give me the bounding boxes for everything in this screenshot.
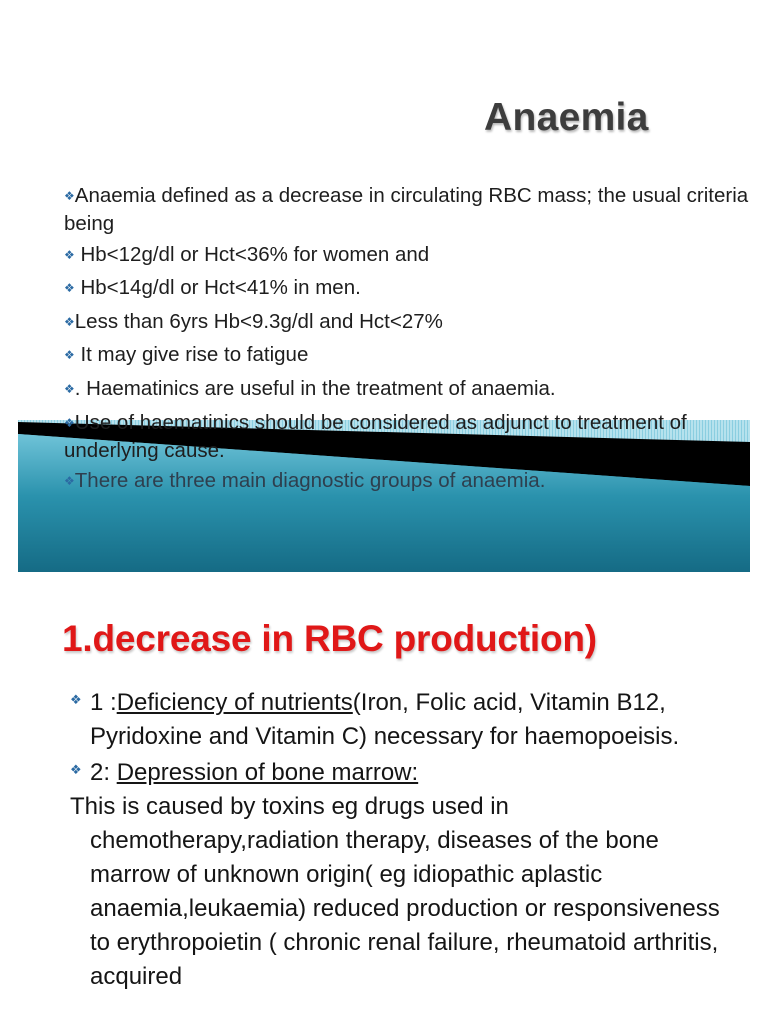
diamond-bullet-icon: ❖ xyxy=(64,281,75,296)
list-item: ❖ 2: Depression of bone marrow: xyxy=(70,756,740,790)
list-item: ❖Use of haematinics should be considered as adjunct to treatment of underlying cause. xyxy=(64,410,687,462)
list-item: ❖Less than 6yrs Hb<9.3g/dl and Hct<27% xyxy=(64,309,443,333)
list-item: ❖There are three main diagnostic groups of anaemia. xyxy=(64,469,546,493)
diamond-bullet-icon: ❖ xyxy=(64,474,75,489)
underlined-term: Deficiency of nutrients xyxy=(116,689,353,716)
list-item: ❖ Hb<14g/dl or Hct<41% in men. xyxy=(64,276,361,300)
diamond-bullet-icon: ❖ xyxy=(64,415,75,430)
diamond-bullet-icon: ❖ xyxy=(64,381,75,396)
diamond-bullet-icon: ❖ xyxy=(64,348,75,363)
bullet-list xyxy=(64,183,754,502)
list-item: ❖Anaemia defined as a decrease in circulating RBC mass; the usual criteria being xyxy=(64,184,749,235)
diamond-bullet-icon: ❖ xyxy=(64,314,75,329)
slide-title: Anaemia xyxy=(484,96,649,139)
list-item: ❖ It may give rise to fatigue xyxy=(64,343,309,367)
list-item: ❖. Haematinics are useful in the treatment of anaemia. xyxy=(64,376,556,400)
slide-title: 1.decrease in RBC production) xyxy=(62,618,597,659)
diamond-bullet-icon: ❖ xyxy=(70,762,82,777)
diamond-bullet-icon: ❖ xyxy=(64,189,75,203)
list-item: ❖ Hb<12g/dl or Hct<36% for women and xyxy=(64,242,430,266)
underlined-term: Depression of bone marrow: xyxy=(116,759,419,786)
slide-2 xyxy=(0,590,768,1024)
diamond-bullet-icon: ❖ xyxy=(64,247,75,262)
diamond-bullet-icon: ❖ xyxy=(70,692,82,707)
paragraph: This is caused by toxins eg drugs used in chemotherapy,radiation therapy, diseases of the bone marrow of unknown origin( eg idiopathic aplastic anaemia,leukaemia) reduced production or responsiveness to erythropoietin ( chronic renal failure, rheumatoid arthritis, acquired xyxy=(70,793,720,990)
slide-body xyxy=(70,686,740,994)
list-item: ❖ 1 :Deficiency of nutrients(Iron, Folic acid, Vitamin B12, Pyridoxine and Vitamin C) necessary for haemopoeisis. xyxy=(70,686,740,754)
